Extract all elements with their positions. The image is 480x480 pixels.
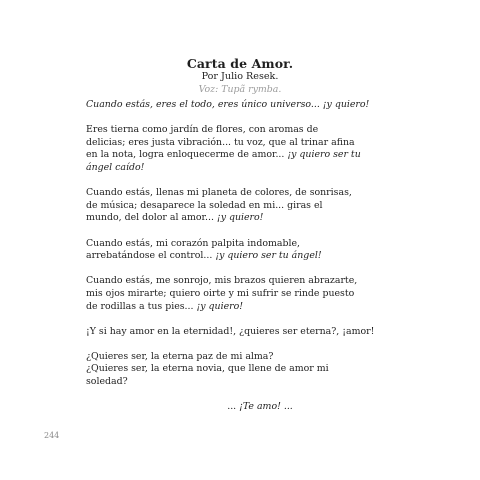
text-segment: soledad? [86, 376, 128, 388]
text-segment: arrebatándose el control... [86, 250, 216, 262]
poem-line [86, 137, 392, 150]
poem-title: Carta de Amor. [186, 56, 294, 71]
poem-author: Por Julio Resek. [201, 71, 279, 82]
text-segment: de música; desaparece la soledad en mi... giras el [86, 199, 323, 211]
stanza [86, 351, 392, 389]
poem-line [86, 238, 392, 251]
text-segment: ¡Y si hay amor en la eternidad!, ¿quieres ser eterna?, ¡amor! [86, 325, 375, 337]
poem-line [86, 301, 392, 314]
poem-line [86, 250, 392, 263]
poem-line [86, 124, 392, 137]
poem-line [86, 275, 392, 288]
poem-line [86, 326, 392, 339]
poem-line [86, 376, 392, 389]
text-segment: Cuando estás, me sonrojo, mis brazos quieren abrazarte, [86, 275, 358, 287]
text-segment: Cuando estás, mi corazón palpita indomable, [86, 237, 300, 249]
italic-text: ¡Te amo! [239, 401, 281, 413]
stanza [86, 238, 392, 263]
poem-line [86, 99, 392, 112]
poem-line [86, 288, 392, 301]
poem-line [86, 212, 392, 225]
italic-text: ¡y quiero ser tu ángel! [215, 250, 322, 262]
poem-line [86, 200, 392, 213]
poem-line [86, 162, 392, 175]
poem-line [86, 187, 392, 200]
text-segment: ... [280, 401, 293, 413]
text-segment: delicias; eres justa vibración... tu voz, que al trinar afina [86, 136, 355, 148]
text-segment: ¿Quieres ser, la eterna paz de mi alma? [86, 350, 274, 362]
stanza [86, 275, 392, 313]
text-segment: en la nota, logra enloquecerme de amor... [86, 149, 288, 161]
italic-text: Cuando estás, eres el todo, eres único universo... ¡y quiero! [86, 99, 370, 110]
italic-text: ¡y quiero! [196, 300, 244, 312]
poem-body [86, 99, 392, 414]
poem-line [86, 149, 392, 162]
poem-line [86, 351, 392, 364]
poem-closing [86, 401, 392, 414]
text-segment: mis ojos mirarte; quiero oirte y mi sufrir se rinde puesto [86, 287, 355, 299]
text-segment: mundo, del dolor al amor... [86, 212, 217, 224]
text-segment: ¿Quieres ser, la eterna novia, que llene de amor mi [86, 363, 329, 375]
text-segment: Cuando estás, llenas mi planeta de colores, de sonrisas, [86, 187, 352, 199]
stanza [86, 99, 392, 112]
page-number: 244 [44, 431, 60, 440]
italic-text: ¡y quiero ser tu [287, 149, 361, 161]
italic-text: ángel caído! [86, 161, 145, 173]
italic-text: ¡y quiero! [216, 212, 264, 224]
text-segment: ... [227, 401, 240, 413]
stanza [86, 187, 392, 225]
stanza [86, 326, 392, 339]
poem-line [86, 363, 392, 376]
poem-voice: Voz: Tupã rymba. [198, 84, 282, 95]
text-segment: Eres tierna como jardín de flores, con aromas de [86, 124, 319, 136]
text-segment: de rodillas a tus pies... [86, 300, 197, 312]
stanza [86, 124, 392, 174]
